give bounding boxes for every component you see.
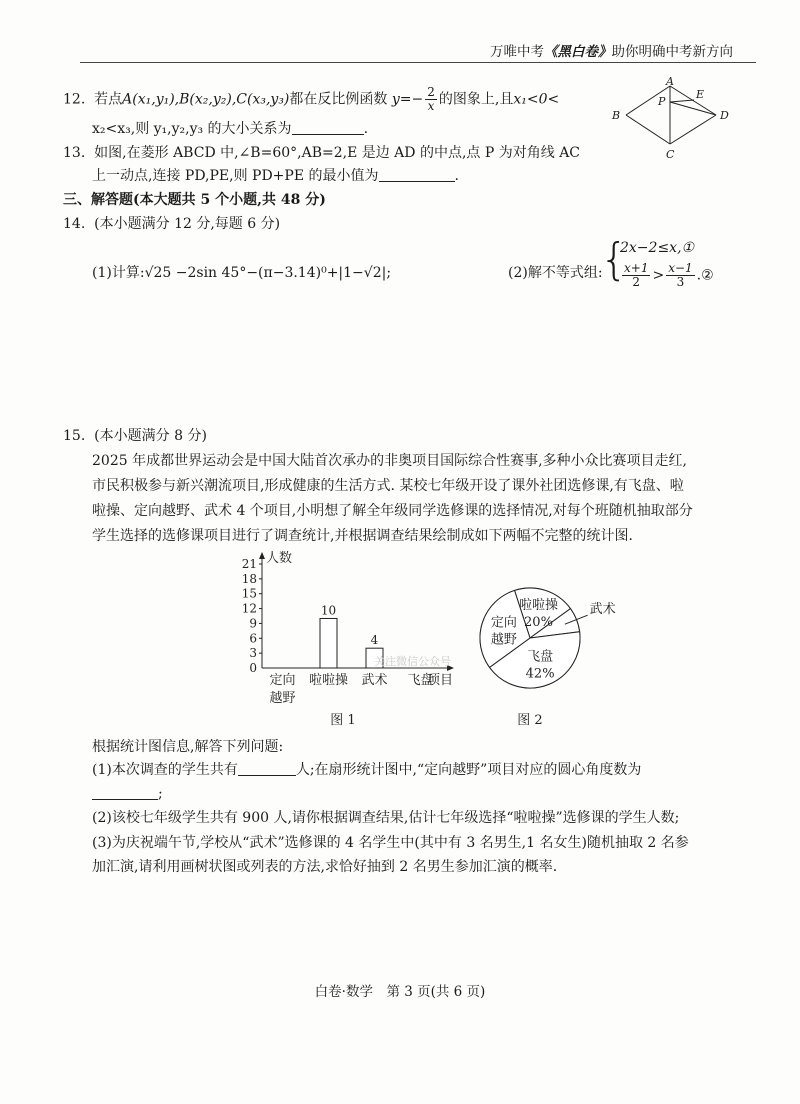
q14-title <box>63 214 280 234</box>
q15-sub1-text-c: ; <box>158 786 163 802</box>
q15-sub2: (2)该校七年级学生共有 900 人,请你根据调查结果,估计七年级选择“啦啦操”选修课的学生人数; <box>92 810 680 826</box>
q12-func-fraction <box>425 86 437 113</box>
header-right: 助你明确中考新方向 <box>611 44 733 60</box>
pie-chart <box>468 576 616 740</box>
pie-slice-label: 啦啦操 <box>518 597 559 613</box>
x-tick-label: 武术 <box>361 673 388 688</box>
pie-slice-value: 20% <box>524 614 553 630</box>
q14-ineq1 <box>620 238 694 258</box>
q14-frac2-num: x−1 <box>668 261 693 275</box>
q15-sub1-line1 <box>92 760 641 780</box>
q12-answer-blank[interactable] <box>292 120 364 135</box>
rhombus-figure <box>598 75 748 166</box>
label-e: E <box>696 88 705 101</box>
x-tick-label: 啦啦操 <box>308 673 349 688</box>
q14-gt: > <box>652 267 665 284</box>
q12-text-a: 若点 <box>94 91 123 108</box>
bar-data-label: 10 <box>320 603 337 618</box>
q13-number: 13. <box>63 145 86 161</box>
q15-sub1-line2 <box>92 784 163 804</box>
segment-pd <box>670 102 716 115</box>
q12-line1 <box>63 86 559 113</box>
q15-prompt: 根据统计图信息,解答下列问题: <box>92 739 284 755</box>
x-axis-title: 项目 <box>426 673 454 688</box>
q14-brace: { <box>600 234 628 285</box>
q14-part1-label: (1)计算: <box>92 265 145 281</box>
q15-number: 15. <box>63 428 86 444</box>
pie-slice-label: 武术 <box>589 602 616 618</box>
q14-part2-label: (2)解不等式组: <box>508 265 603 281</box>
q14-part1 <box>92 263 391 283</box>
q15-sub1-blank-angle[interactable] <box>92 785 158 800</box>
q15-sub3-line2: 加汇演,请利用画树状图或列表的方法,求恰好抽到 2 名男生参加汇演的概率. <box>92 859 558 875</box>
q14-ineq2 <box>620 262 714 289</box>
section-3-heading: 三、解答题(本大题共 5 个小题,共 48 分) <box>63 192 326 208</box>
header-rule <box>80 62 756 63</box>
edge-cd <box>670 115 716 144</box>
q13-line1 <box>63 143 580 163</box>
q15-sub1-blank-count[interactable] <box>238 761 296 776</box>
y-tick-label: 0 <box>249 661 257 675</box>
page-footer: 白卷·数学 第 3 页(共 6 页) <box>314 984 486 1000</box>
page-header <box>490 40 733 60</box>
pie-slice-label: 飞盘 <box>527 649 554 665</box>
header-brand: 《黑白卷》 <box>544 44 612 60</box>
q12-end: . <box>363 121 369 137</box>
q14-frac2-den: 3 <box>676 275 685 289</box>
y-tick-label: 21 <box>241 557 257 571</box>
y-tick-label: 12 <box>241 601 257 616</box>
q13-text-1: 如图,在菱形 ABCD 中,∠B=60°,AB=2,E 是边 AD 的中点,点 P 为对角线 AC <box>94 145 581 161</box>
bar-data-label: 4 <box>370 633 379 648</box>
q12-func-lhs: y=− <box>391 91 424 108</box>
q14-part1-expr: √25 −2sin 45°−(π−3.14)⁰+|1−√2|; <box>144 265 392 281</box>
q13-end: . <box>454 168 459 184</box>
q15-para-1: 2025 年成都世界运动会是中国大陆首次承办的非奥项目国际综合性赛事,多种小众比赛项目走红, <box>92 453 687 469</box>
q12-points: A(x₁,y₁),B(x₂,y₂),C(x₃,y₃) <box>122 91 290 108</box>
q15-para-2: 市民积极参与新兴潮流项目,形成健康的生活方式. 某校七年级开设了课外社团选修课,有飞盘、啦 <box>92 478 684 494</box>
q15-sub1-text-a: (1)本次调查的学生共有 <box>92 762 238 778</box>
q12-text-c: 的图象上,且 <box>438 91 514 108</box>
segment-pe <box>670 100 694 102</box>
watermark: 关注微信公众号 <box>374 655 451 668</box>
pie-slice-value: 42% <box>525 666 555 682</box>
q14-frac1-den: 2 <box>632 275 641 289</box>
q15-title-text: (本小题满分 8 分) <box>94 428 207 444</box>
pie-slice-label: 定向 <box>490 615 517 631</box>
y-tick-label: 15 <box>241 586 257 601</box>
y-axis-title: 人数 <box>266 551 293 566</box>
q12-line2 <box>92 119 368 139</box>
q12-number: 12. <box>63 91 86 108</box>
bar <box>320 618 337 668</box>
label-b: B <box>612 109 621 122</box>
q14-frac1 <box>622 262 650 289</box>
y-tick-label: 9 <box>249 616 257 631</box>
header-left: 万唯中考 <box>490 44 544 60</box>
q14-frac1-num: x+1 <box>624 261 649 275</box>
bar-chart-caption: 图 1 <box>330 713 356 728</box>
q13-line2 <box>92 166 459 186</box>
x-tick-label: 定向 <box>269 673 296 688</box>
pie-chart-caption: 图 2 <box>517 713 543 728</box>
x-tick-label: 越野 <box>269 691 296 706</box>
pie-slice-label: 越野 <box>490 632 517 648</box>
edge-bc <box>626 115 670 144</box>
q14-frac2 <box>666 262 694 289</box>
q12-text-b: 都在反比例函数 <box>289 91 388 108</box>
x-tick-label: 飞盘 <box>407 673 434 688</box>
label-d: D <box>720 109 729 122</box>
q12-func-den: x <box>427 99 435 113</box>
label-c: C <box>666 148 675 161</box>
q15-sub1-text-b: 人;在扇形统计图中,“定向越野”项目对应的圆心角度数为 <box>295 762 642 778</box>
y-axis-arrow <box>259 552 265 559</box>
bar-chart <box>218 550 468 740</box>
q13-answer-blank[interactable] <box>379 167 455 182</box>
q14-ineq1-text: 2x−2≤x,① <box>620 240 695 256</box>
label-a: A <box>666 75 674 88</box>
q15-sub3-line1: (3)为庆祝端午节,学校从“武术”选修课的 4 名学生中(其中有 3 名男生,1 名女生)随机抽取 2 名参 <box>92 835 689 851</box>
q15-para-4: 学生选择的选修课项目进行了调查统计,并根据调查结果绘制成如下两幅不完整的统计图. <box>92 528 633 544</box>
q13-text-2: 上一动点,连接 PD,PE,则 PD+PE 的最小值为 <box>92 168 379 184</box>
q12-func-num: 2 <box>427 85 435 99</box>
y-tick-label: 6 <box>249 631 257 646</box>
q14-number: 14. <box>63 216 86 232</box>
label-p: P <box>658 95 666 108</box>
q14-title-text: (本小题满分 12 分,每题 6 分) <box>94 216 281 232</box>
q12-text-2: x₂<x₃,则 y₁,y₂,y₃ 的大小关系为 <box>92 121 292 137</box>
q12-cond: x₁<0< <box>513 91 560 108</box>
q15-title <box>63 426 207 446</box>
y-tick-label: 18 <box>241 571 257 586</box>
q14-ineq2-end: .② <box>696 267 714 284</box>
y-tick-label: 3 <box>249 646 257 661</box>
q15-para-3: 啦操、定向越野、武术 4 个项目,小明想了解全年级同学选修课的选择情况,对每个班随机抽取部分 <box>92 503 693 519</box>
